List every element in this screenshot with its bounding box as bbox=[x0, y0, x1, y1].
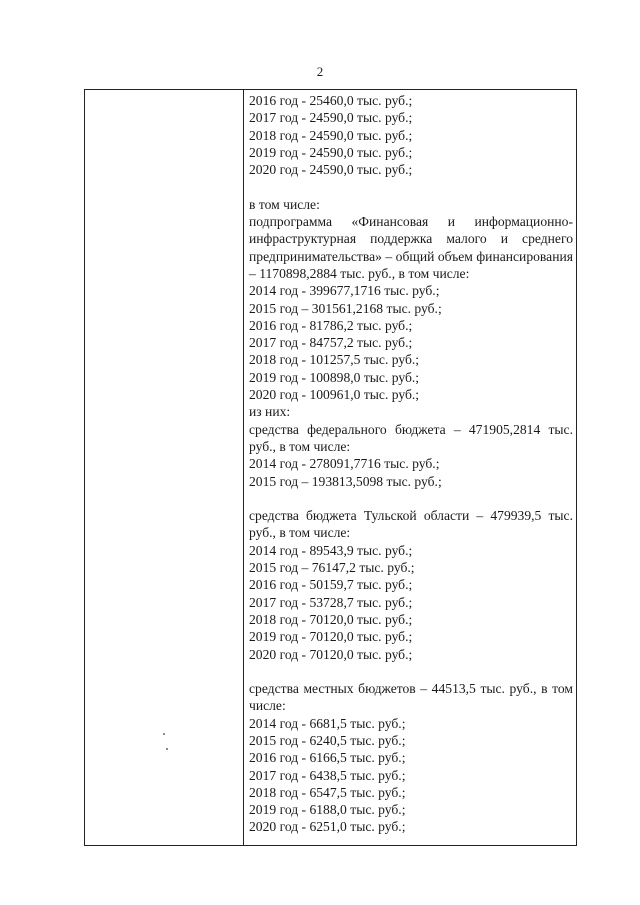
year-line: 2017 год - 53728,7 тыс. руб.; bbox=[249, 594, 413, 610]
scan-speck bbox=[163, 733, 165, 735]
in-total-label: в том числе: bbox=[249, 196, 320, 212]
federal-paragraph: средства федерального бюджета – 471905,2814 тыс. руб., в том числе: bbox=[249, 421, 573, 454]
year-line: 2019 год - 6188,0 тыс. руб.; bbox=[249, 802, 406, 818]
regional-years bbox=[249, 542, 573, 663]
financing-cell bbox=[249, 92, 573, 836]
year-line: 2014 год - 278091,7716 тыс. руб.; bbox=[249, 456, 440, 472]
column-divider bbox=[243, 89, 244, 846]
year-line: 2017 год - 6438,5 тыс. руб.; bbox=[249, 767, 406, 783]
spacer bbox=[249, 490, 573, 507]
year-line: 2019 год - 24590,0 тыс. руб.; bbox=[249, 144, 413, 160]
year-line: 2020 год - 24590,0 тыс. руб.; bbox=[249, 162, 413, 178]
year-line: 2014 год - 399677,1716 тыс. руб.; bbox=[249, 283, 440, 299]
year-line: 2015 год - 6240,5 тыс. руб.; bbox=[249, 732, 406, 748]
year-line: 2015 год – 76147,2 тыс. руб.; bbox=[249, 560, 415, 576]
year-line: 2014 год - 6681,5 тыс. руб.; bbox=[249, 715, 406, 731]
year-line: 2017 год - 24590,0 тыс. руб.; bbox=[249, 110, 413, 126]
spacer bbox=[249, 663, 573, 680]
year-line: 2018 год - 101257,5 тыс. руб.; bbox=[249, 352, 420, 368]
federal-years bbox=[249, 455, 573, 490]
year-line: 2014 год - 89543,9 тыс. руб.; bbox=[249, 542, 413, 558]
year-line: 2020 год - 6251,0 тыс. руб.; bbox=[249, 819, 406, 835]
year-line: 2018 год - 70120,0 тыс. руб.; bbox=[249, 611, 413, 627]
year-line: 2020 год - 100961,0 тыс. руб.; bbox=[249, 387, 420, 403]
year-line: 2018 год - 24590,0 тыс. руб.; bbox=[249, 127, 413, 143]
year-line: 2016 год - 81786,2 тыс. руб.; bbox=[249, 317, 413, 333]
subprogram-paragraph: подпрограмма «Финансовая и информационно-инфраструктурная поддержка малого и среднего предпринимательства» – общий объем финансирования – 1170898,2884 тыс. руб., в том числе: bbox=[249, 214, 573, 281]
year-line: 2019 год - 70120,0 тыс. руб.; bbox=[249, 629, 413, 645]
regional-paragraph: средства бюджета Тульской области – 479939,5 тыс. руб., в том числе: bbox=[249, 508, 573, 541]
year-line: 2015 год – 301561,2168 тыс. руб.; bbox=[249, 300, 442, 316]
of-them-label: из них: bbox=[249, 404, 291, 420]
page-number: 2 bbox=[316, 64, 324, 79]
year-line: 2017 год - 84757,2 тыс. руб.; bbox=[249, 335, 413, 351]
year-line: 2018 год - 6547,5 тыс. руб.; bbox=[249, 784, 406, 800]
local-paragraph: средства местных бюджетов – 44513,5 тыс. руб., в том числе: bbox=[249, 681, 573, 714]
spacer bbox=[249, 178, 573, 195]
year-line: 2019 год - 100898,0 тыс. руб.; bbox=[249, 369, 420, 385]
scan-speck bbox=[166, 748, 168, 750]
block-a bbox=[249, 92, 573, 178]
year-line: 2020 год - 70120,0 тыс. руб.; bbox=[249, 646, 413, 662]
year-line: 2016 год - 25460,0 тыс. руб.; bbox=[249, 93, 413, 108]
local-years bbox=[249, 715, 573, 836]
year-line: 2015 год – 193813,5098 тыс. руб.; bbox=[249, 473, 442, 489]
year-line: 2016 год - 6166,5 тыс. руб.; bbox=[249, 750, 406, 766]
subprogram-years bbox=[249, 282, 573, 403]
year-line: 2016 год - 50159,7 тыс. руб.; bbox=[249, 577, 413, 593]
